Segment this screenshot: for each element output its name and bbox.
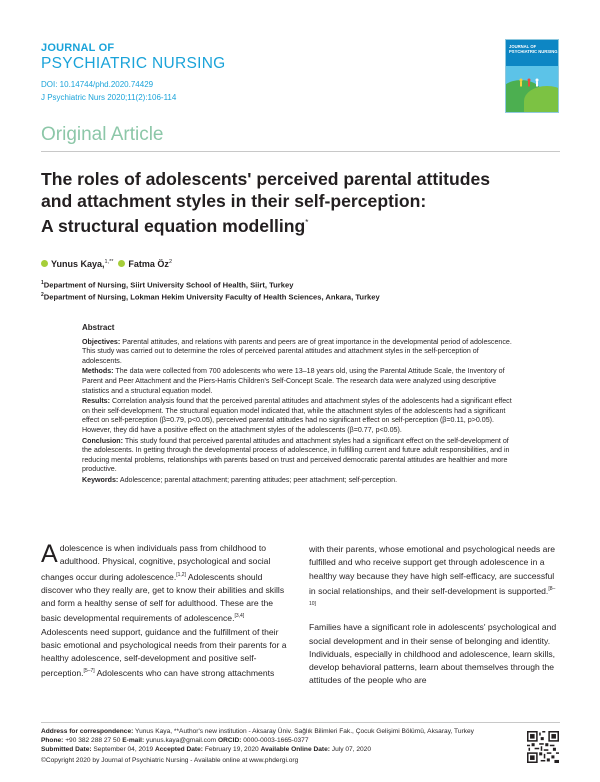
conclusion-label: Conclusion:: [82, 436, 123, 445]
affiliation-2: [41, 292, 380, 302]
affiliation-1: [41, 280, 293, 290]
header-divider: [41, 151, 560, 152]
affiliation-text: Department of Nursing, Lokman Hekim University Faculty of Health Sciences, Ankara, Turkey: [43, 292, 380, 302]
body-text: Adolescents should discover who they really are, get to know their abilities and skills and form a healthy sense of self for adulthood. These are the basic developmental requirements of adolescence.: [41, 571, 285, 624]
body-paragraph: [309, 621, 558, 687]
abstract-heading: Abstract: [82, 323, 115, 332]
email-label: E-mail:: [122, 737, 145, 744]
copyright-line: ©Copyright 2020 by Journal of Psychiatric Nursing - Available online at www.phdergi.org: [41, 757, 299, 764]
body-text: dolescence is when individuals pass from childhood to adulthood. Physical, cognitive, psychological and social changes occur during adolescence.: [41, 543, 271, 582]
orcid-label: ORCID:: [217, 737, 242, 744]
submitted-date: September 04, 2019: [91, 746, 155, 753]
submitted-label: Submitted Date:: [41, 746, 92, 753]
orcid-icon[interactable]: [118, 260, 125, 267]
objectives-text: Parental attitudes, and relations with parents and peers are of great importance in the developmental period of adolescence. This study was carried out to determine the roles of perceived parental attitudes and attachment styles in the self-perception of adolescents.: [82, 337, 512, 365]
keywords-text: Adolescence; parental attachment; parenting attitudes; peer attachment; self-perception.: [118, 475, 398, 484]
journal-cover-image: [505, 39, 559, 113]
methods-label: Methods:: [82, 367, 114, 376]
objectives-label: Objectives:: [82, 337, 121, 346]
author-name: Fatma Öz: [128, 259, 169, 269]
author-name: Yunus Kaya,: [51, 259, 105, 269]
conclusion-text: This study found that perceived parental attitudes and attachment styles had a significant effect on the self-development of the adolescents. In getting through the developmental process of adolescence, in fulfilling current and future adult responsibilities, and in reducing mental problems, relationships with parents based on trust and perceived democratic parental attitudes are healthier and more productive.: [82, 436, 510, 474]
article-title: [41, 168, 561, 237]
abstract: [82, 323, 520, 487]
qr-code-icon[interactable]: [527, 731, 559, 763]
body-text: with their parents, whose emotional and psychological needs are fulfilled and who receive support get through adolescence in a healthy way because they have high self-efficacy, are successful in social relationships, and their self-development is supported.: [309, 544, 556, 596]
body-column-left: [41, 542, 290, 681]
abstract-objectives: [82, 338, 520, 367]
title-marker: *: [305, 218, 309, 227]
cover-hill: [524, 86, 559, 113]
dropcap: A: [41, 540, 58, 568]
title-line-1: The roles of adolescents' perceived parental attitudes: [41, 169, 491, 189]
abstract-methods: [82, 367, 520, 396]
online-label: Available Online Date:: [260, 746, 330, 753]
body-text: Adolescents who can have strong attachments: [94, 668, 275, 679]
abstract-conclusion: [82, 437, 520, 475]
corr-text: Yunus Kaya, **Author's new institution - Aksaray Üniv. Sağlık Bilimleri Fak., Çocuk Gelişimi Bölümü, Aksaray, Turkey: [133, 728, 474, 735]
orcid-icon[interactable]: [41, 260, 48, 267]
email-link[interactable]: yunus.kaya@gmail.com: [144, 737, 218, 744]
phone-value: +90 382 288 27 50: [63, 737, 123, 744]
article-type-label: Original Article: [41, 124, 164, 145]
orcid-link[interactable]: 0000-0003-1665-0377: [241, 737, 309, 744]
phone-label: Phone:: [41, 737, 64, 744]
body-column-right: [309, 543, 558, 688]
affiliation-text: Department of Nursing, Siirt University School of Health, Siirt, Turkey: [43, 280, 294, 290]
body-paragraph: [309, 543, 558, 613]
journal-top-label: JOURNAL OF: [41, 42, 115, 54]
affiliation-num: 2: [41, 292, 44, 298]
contact-line: [41, 737, 309, 744]
cover-title: JOURNAL OF PSYCHIATRIC NURSING: [509, 44, 558, 54]
reference-link[interactable]: [5–7]: [83, 668, 95, 675]
accepted-label: Accepted Date:: [154, 746, 203, 753]
doi-link[interactable]: DOI: 10.14744/phd.2020.74429: [41, 80, 154, 89]
accepted-date: February 19, 2020: [203, 746, 261, 753]
correspondence-line: [41, 728, 474, 735]
author-sup: 2: [168, 259, 172, 265]
title-line-3-text: A structural equation modelling: [41, 215, 306, 236]
body-text: Adolescents need support, guidance and the fulfillment of their basic emotional and psychological needs from their parents for a healthy adolescence, self-development and positive self-perception.: [41, 626, 287, 679]
authors: [41, 259, 172, 269]
abstract-keywords: [82, 476, 520, 486]
reference-link[interactable]: [1,2]: [176, 571, 186, 578]
results-text: Correlation analysis found that the perceived parental attitudes and attachment styles of the adolescents had a significant effect on their self-development. The structural equation model indicated that, while the attachment styles of the adolescents had a significant effect on self-perception (β=0.79, p<0.05), perceived parental attitudes had no significant effect on self-perception (β=0.11, p>0.05). However, they did have a positive effect on the attachment styles of the adolescents (β=0.77, p<0.05).: [82, 397, 512, 434]
reference-link[interactable]: [3,4]: [234, 613, 245, 620]
body-text: Families have a significant role in adolescents' psychological and social development and in their sense of belonging and identity. Individuals, especially in childhood and adolescence, learn skills, develop behavioral patterns, learn about themselves through the attitudes of the people who are: [309, 622, 557, 686]
footer-divider: [41, 722, 560, 723]
reference-link[interactable]: [8–10]: [309, 585, 556, 608]
citation: J Psychiatric Nurs 2020;11(2):106-114: [41, 93, 177, 102]
author-sup: 1,**: [104, 259, 114, 265]
methods-text: The data were collected from 700 adolescents who were 13–18 years old, using the Parental Attitude Scale, the Inventory of Parent and Peer Attachment and the Piers-Harris Children's Self-Concept Scale. The research data were analyzed using descriptive statistics and a structural equation model.: [82, 367, 505, 395]
abstract-results: [82, 397, 520, 435]
title-line-3: [41, 212, 561, 237]
keywords-label: Keywords:: [82, 475, 119, 484]
affiliation-num: 1: [41, 280, 44, 286]
journal-name: PSYCHIATRIC NURSING: [41, 55, 226, 72]
body-paragraph: [41, 542, 290, 681]
title-line-2: and attachment styles in their self-perception:: [41, 191, 427, 211]
results-label: Results:: [82, 397, 110, 406]
dates-line: [41, 746, 371, 753]
online-date: July 07, 2020: [329, 746, 372, 753]
cover-people-icon: [516, 78, 544, 88]
corr-label: Address for correspondence:: [41, 728, 134, 735]
